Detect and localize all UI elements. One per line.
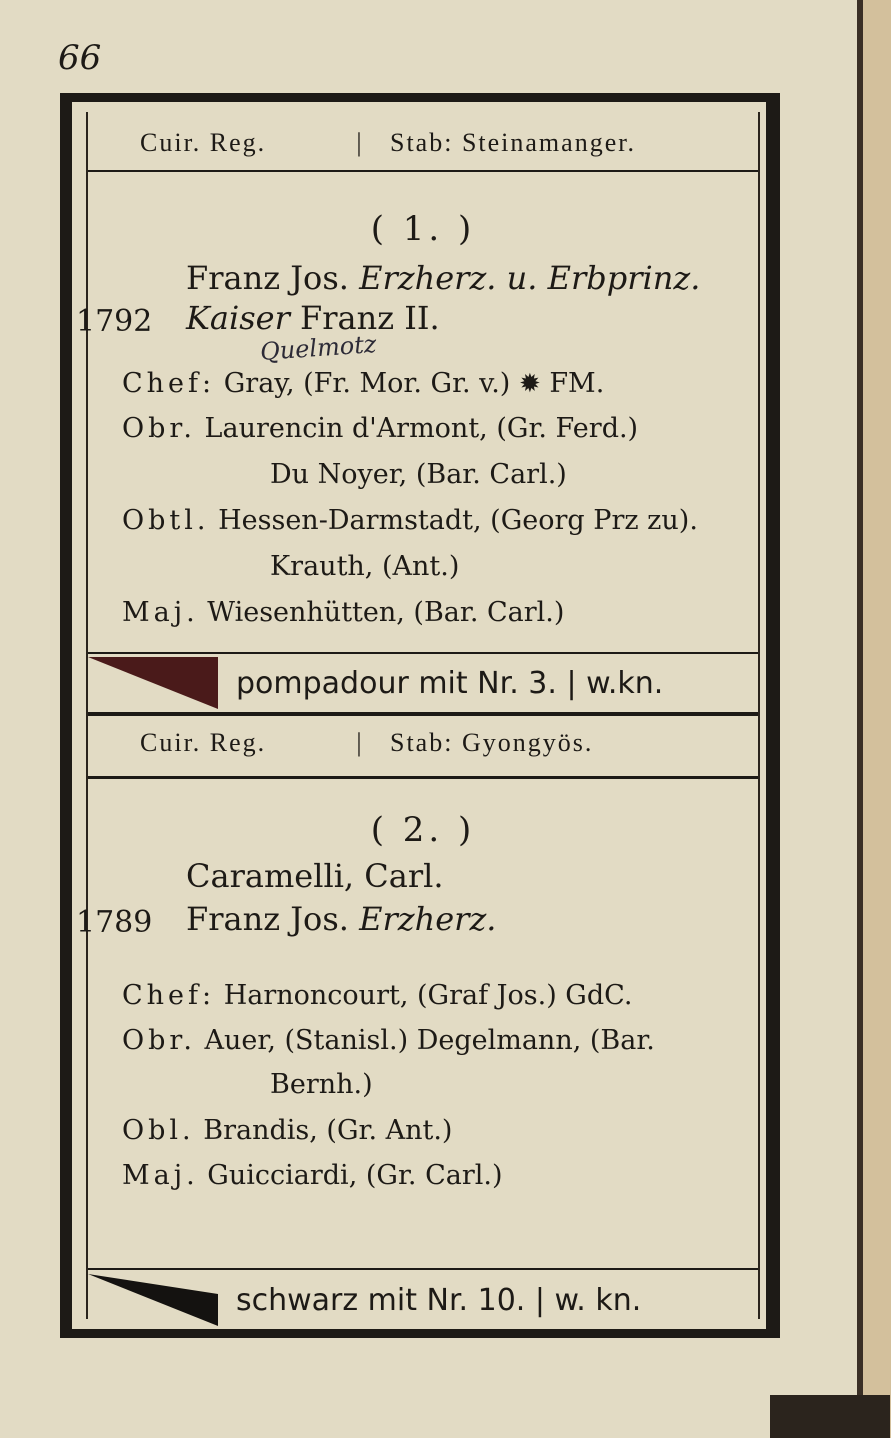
officer-row [270, 459, 567, 490]
facing-description: schwarz mit Nr. 10. | w. kn. [236, 1282, 642, 1318]
officer-label: Obr. [122, 413, 196, 444]
officer-row [270, 551, 459, 582]
page-corner-shadow [770, 1395, 890, 1438]
owner-line-1 [186, 259, 700, 297]
officer-text: Du Noyer, (Bar. Carl.) [270, 459, 567, 490]
section-divider [88, 712, 758, 716]
officer-row [270, 1069, 373, 1100]
regiment-number: ( 2. ) [370, 810, 476, 850]
facing-description: pompadour mit Nr. 3. | w.kn. [236, 665, 664, 701]
owner-line-2 [186, 900, 496, 938]
owner-year: 1792 [76, 304, 153, 339]
officer-row [122, 1025, 655, 1056]
officer-label: Obl. [122, 1115, 195, 1146]
officer-text: Harnoncourt, (Graf Jos.) GdC. [223, 980, 633, 1011]
officer-text: Laurencin d'Armont, (Gr. Ferd.) [204, 413, 639, 444]
owner-italic: Erzherz. [359, 900, 497, 938]
officer-row [122, 980, 632, 1011]
header-separator: | [356, 128, 364, 157]
wedge-shape [88, 657, 218, 709]
officer-row [122, 413, 638, 444]
officer-label: Maj. [122, 597, 199, 628]
regiment-label: Cuir. Reg. [140, 128, 267, 157]
color-wedge-icon [88, 657, 218, 709]
owner-line-1 [186, 857, 444, 895]
officer-text: Guicciardi, (Gr. Carl.) [207, 1160, 503, 1191]
officer-text: Gray, (Fr. Mor. Gr. v.) [223, 368, 511, 399]
owner-italic: Kaiser [186, 299, 290, 337]
officer-text: Krauth, (Ant.) [270, 551, 460, 582]
section-1-footer [88, 657, 758, 709]
section-1-header [88, 120, 758, 166]
officer-row [122, 505, 698, 536]
handwritten-note: Quelmotz [259, 329, 378, 367]
page-number: 66 [58, 38, 102, 78]
inner-frame [76, 112, 760, 1319]
owner-name-2: Franz Jos. [186, 900, 349, 938]
officer-row [122, 597, 564, 628]
owner-name: Caramelli, Carl. [186, 857, 444, 895]
owner-title: Erzherz. u. Erbprinz. [359, 259, 701, 297]
stab-label: Stab: Gyongyös. [390, 728, 594, 757]
officer-label: Obr. [122, 1025, 196, 1056]
footer-rule-top [88, 1268, 758, 1270]
wedge-shape [88, 1274, 218, 1326]
officer-label: Chef: [122, 368, 216, 399]
stab-label: Stab: Steinamanger. [390, 128, 636, 157]
owner-year: 1789 [76, 905, 153, 940]
header-rule [88, 776, 758, 779]
header-separator: | [356, 728, 364, 757]
officer-text: Hessen-Darmstadt, (Georg Prz zu). [218, 505, 698, 536]
officer-label: Obtl. [122, 505, 210, 536]
officer-text: Wiesenhütten, (Bar. Carl.) [207, 597, 565, 628]
officer-row [122, 1160, 502, 1191]
officer-text: Auer, (Stanisl.) Degelmann, (Bar. [204, 1025, 655, 1056]
header-rule [88, 170, 758, 172]
officer-label: Maj. [122, 1160, 199, 1191]
owner-name: Franz Jos. [186, 259, 349, 297]
officer-text: Brandis, (Gr. Ant.) [203, 1115, 453, 1146]
officer-label: Chef: [122, 980, 216, 1011]
owner-name-2: Franz II. [300, 299, 440, 337]
section-2-header [88, 720, 758, 766]
page-frame [60, 93, 780, 1338]
regiment-number: ( 1. ) [370, 209, 476, 249]
section-2-footer [88, 1274, 758, 1326]
page-edge [861, 0, 891, 1438]
page-edge-shadow [857, 0, 863, 1438]
regiment-label: Cuir. Reg. [140, 728, 267, 757]
officer-row [122, 368, 604, 399]
footer-rule-top [88, 652, 758, 654]
officer-text: Bernh.) [270, 1069, 373, 1100]
color-wedge-icon [88, 1274, 218, 1326]
officer-row [122, 1115, 452, 1146]
owner-line-2 [186, 299, 440, 337]
officer-suffix: FM. [549, 368, 605, 399]
star-icon: ✹ [518, 369, 541, 399]
